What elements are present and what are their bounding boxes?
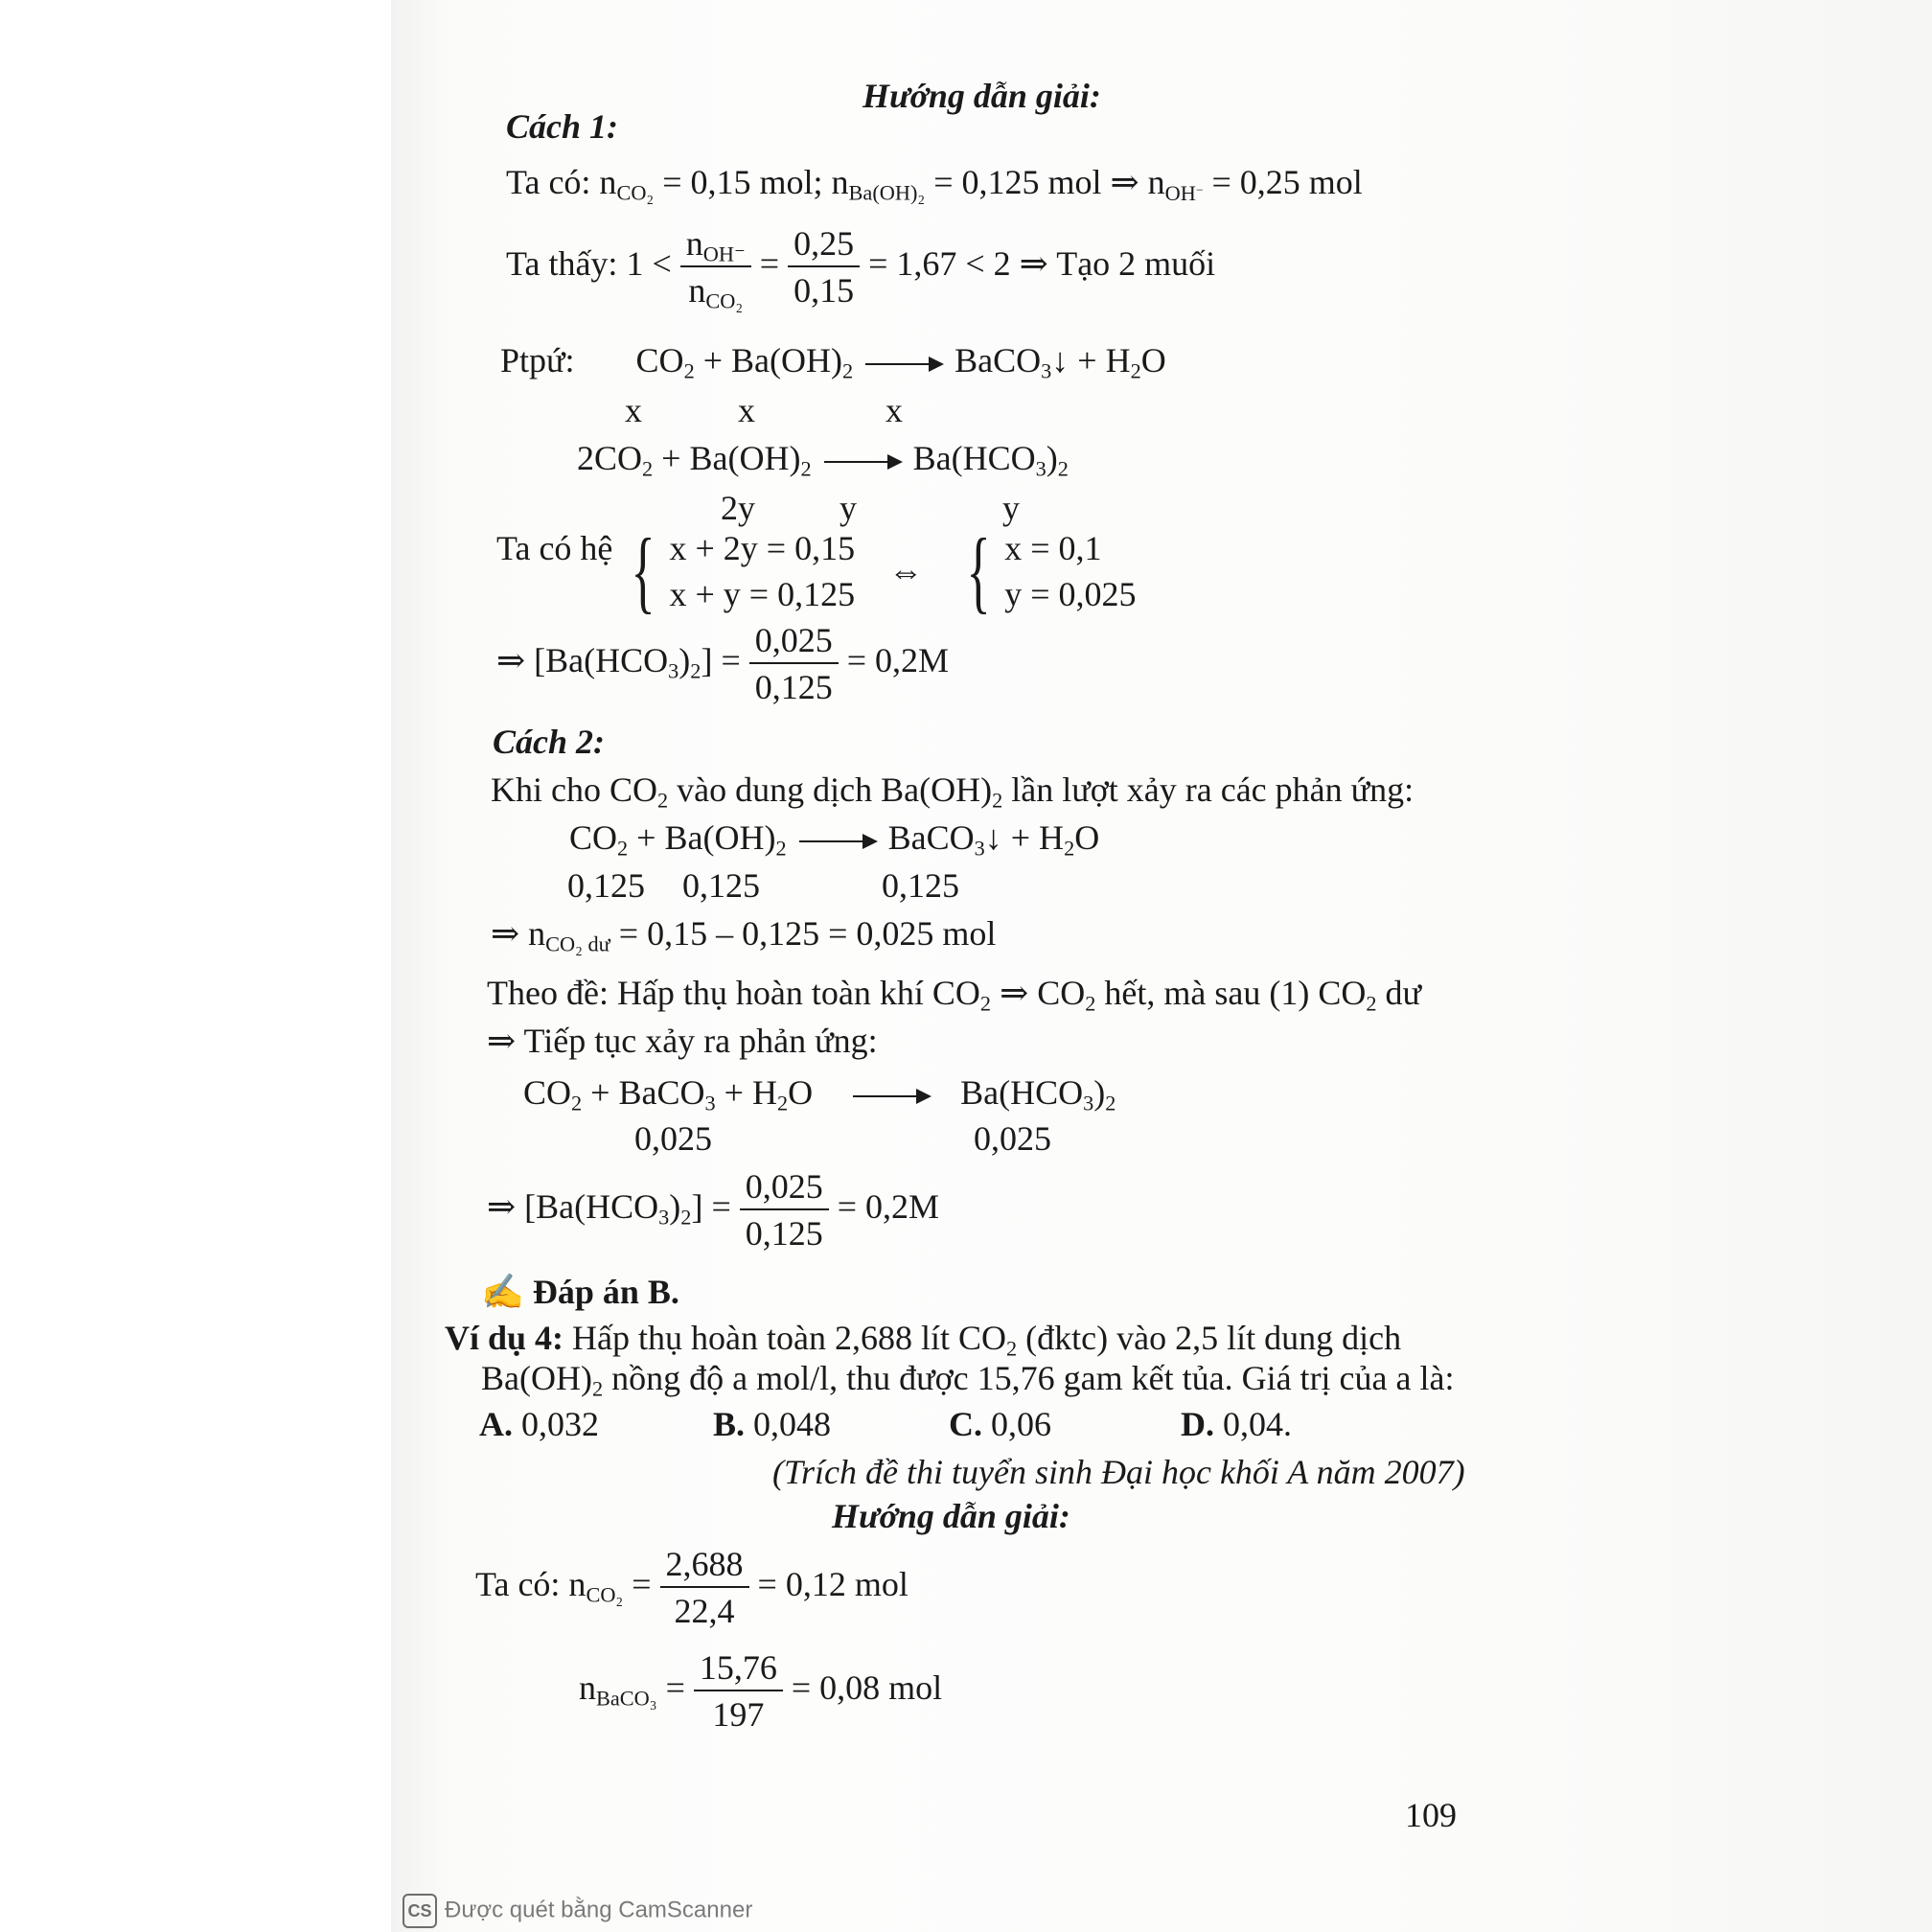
- baco3-fraction: $\frac{15,76}{197}$: [694, 1650, 783, 1732]
- answer-line: ✍ Đáp án B.: [481, 1273, 679, 1311]
- camscanner-footer: CS Được quét bằng CamScanner: [402, 1894, 752, 1928]
- option-a: A. 0,032: [479, 1405, 599, 1443]
- option-b: B. 0,048: [713, 1405, 832, 1443]
- c1-r2-mol-2: y: [840, 489, 857, 527]
- c2-r3-mol-2: 0,025: [974, 1119, 1051, 1158]
- c2-reaction-1: $CO_2 + Ba(OH)_2$ BaCO$_3$↓ + $H_2O$: [569, 818, 1100, 861]
- c2-r1-mol-1: 0,125: [567, 866, 645, 905]
- c2-result: ⇒ $[Ba(HCO_3)_2]$ = $\frac{0,025}{0,125}$ = 0,2M: [487, 1167, 940, 1253]
- c1-r1-mol-3: x: [886, 391, 903, 429]
- vd4-line-2: $Ba(OH)_2$ nồng độ a mol/l, thu được 15,76 gam kết tủa. Giá trị của a là:: [481, 1359, 1455, 1401]
- option-c: C. 0,06: [949, 1405, 1051, 1443]
- result-fraction: $\frac{0,025}{0,125}$: [749, 623, 839, 704]
- section-title-cach-1: Cách 1:: [506, 107, 618, 146]
- c1-given-line: Ta có: $n_{CO_2} = 0,15$ mol; $n_{Ba(OH)_2} = 0,125$ mol ⇒ $n_{OH^-} = 0,25$ mol: [506, 163, 1363, 205]
- section-title-cach-2: Cách 2:: [493, 723, 605, 761]
- vd4-line-1: Ví dụ 4: Hấp thụ hoàn toàn 2,688 lít $CO_2$ (đktc) vào 2,5 lít dung dịch: [445, 1319, 1402, 1361]
- solution-system: { x = 0,1 y = 0,025: [966, 519, 1137, 622]
- camscanner-logo: CS: [402, 1894, 437, 1928]
- c1-reaction-1: Ptpứ: $CO_2 + Ba(OH)_2$ BaCO$_3$↓ + $H_2O$: [500, 341, 1166, 383]
- c2-reaction-3: $CO_2$ + BaCO$_3$ + $H_2O$ $Ba(HCO_3)_2$: [523, 1073, 1116, 1116]
- c1-r1-mol-2: x: [738, 391, 755, 429]
- ratio-fraction: $\frac{n_{OH^-}}{n_{CO_2}}$: [680, 226, 751, 308]
- result-fraction: $\frac{0,025}{0,125}$: [740, 1169, 829, 1251]
- c2-theo-de: Theo đề: Hấp thụ hoàn toàn khí $CO_2$ ⇒ $CO_2$ hết, mà sau (1) $CO_2$ dư: [487, 974, 1422, 1016]
- source-citation: (Trích đề thi tuyển sinh Đại học khối A năm 2007): [772, 1453, 1465, 1491]
- c2-tiep-tuc: ⇒ Tiếp tục xảy ra phản ứng:: [487, 1022, 878, 1060]
- example-label: Ví dụ 4:: [445, 1319, 564, 1357]
- value-fraction: $\frac{0,25}{0,15}$: [788, 226, 860, 308]
- c2-excess: ⇒ $n_{CO_2 dư} = 0,15 - 0,125 = 0,025$ mol: [491, 914, 997, 956]
- pencil-icon: ✍: [481, 1273, 524, 1311]
- co2-fraction: $\frac{2,688}{22,4}$: [660, 1547, 749, 1628]
- option-d: D. 0,04.: [1181, 1405, 1292, 1443]
- c2-r3-mol-1: 0,025: [634, 1119, 712, 1158]
- vd4-eq-2: $n_{BaCO_3}$ = $\frac{15,76}{197}$ = 0,08 mol: [579, 1648, 943, 1734]
- c2-r1-mol-3: 0,125: [882, 866, 959, 905]
- reaction-arrow: [799, 840, 876, 842]
- c1-system: Ta có hệ { x + 2y = 0,15 x + y = 0,125 ⇔ { x = 0,1 y = 0,025: [496, 519, 1137, 622]
- reaction-arrow: [865, 363, 942, 365]
- c1-r2-mol-3: y: [1002, 489, 1020, 527]
- c2-intro: Khi cho $CO_2$ vào dung dịch $Ba(OH)_2$ lần lượt xảy ra các phản ứng:: [491, 770, 1414, 813]
- c1-r1-mol-1: x: [625, 391, 642, 429]
- equation-system: { x + 2y = 0,15 x + y = 0,125: [631, 519, 856, 622]
- page-number: 109: [1405, 1796, 1457, 1834]
- c2-r1-mol-2: 0,125: [682, 866, 760, 905]
- heading-huong-dan-giai-2: Hướng dẫn giải:: [832, 1497, 1070, 1535]
- c1-ratio-line: Ta thấy: 1 < $\frac{n_{OH^-}}{n_{CO_2}}$ = $\frac{0,25}{0,15}$ = 1,67 < 2 ⇒ Tạo 2 muối: [506, 224, 1216, 313]
- c1-reaction-2: $2CO_2 + Ba(OH)_2$ $Ba(HCO_3)_2$: [577, 439, 1069, 481]
- reaction-arrow: [853, 1095, 930, 1097]
- vd4-eq-1: Ta có: $n_{CO_2}$ = $\frac{2,688}{22,4}$ = 0,12 mol: [475, 1545, 908, 1630]
- reaction-arrow: [824, 461, 901, 463]
- c1-r2-mol-1: 2y: [721, 489, 755, 527]
- heading-huong-dan-giai: Hướng dẫn giải:: [862, 77, 1101, 115]
- c1-result: ⇒ $[Ba(HCO_3)_2]$ = $\frac{0,025}{0,125}$ = 0,2M: [496, 621, 950, 706]
